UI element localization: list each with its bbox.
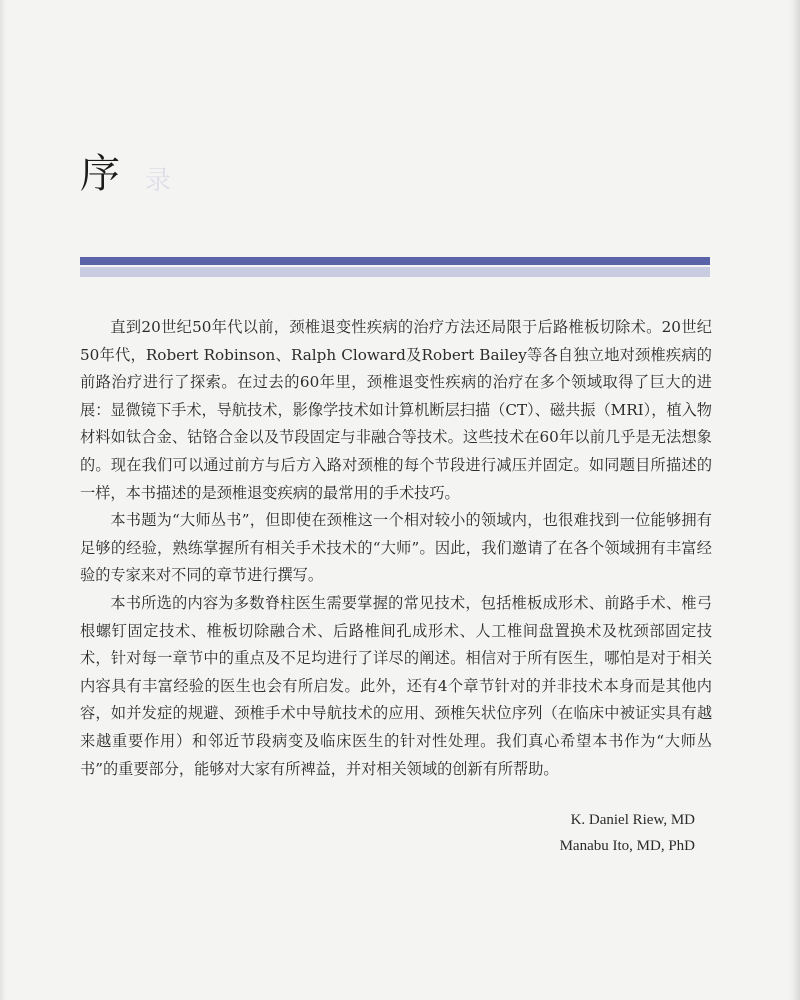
page-edge-shadow-right <box>788 0 800 1000</box>
title-divider-dark-band <box>80 257 710 265</box>
paragraph-2: 本书题为“大师丛书”，但即使在颈椎这一个相对较小的领域内，也很难找到一位能够拥有足够的经验，熟练掌握所有相关手术技术的“大师”。因此，我们邀请了在各个领域拥有丰富经验的专家来对不同的章节进行撰写。 <box>80 511 712 585</box>
title-divider-light-band <box>80 267 710 277</box>
page-title: 序 <box>80 151 122 197</box>
preface-body <box>80 314 712 783</box>
bleed-through-text: 录 <box>145 166 172 196</box>
title-divider <box>80 257 710 277</box>
author-signature-1: K. Daniel Riew, MD <box>570 812 695 828</box>
page-edge-shadow-left <box>0 0 6 1000</box>
paragraph-1: 直到20世纪50年代以前，颈椎退变性疾病的治疗方法还局限于后路椎板切除术。20世纪50年代，Robert Robinson、Ralph Cloward及Robert Bailey等各自独立地对颈椎疾病的前路治疗进行了探索。在过去的60年里，颈椎退变性疾病的治疗在多个领域取得了巨大的进展：显微镜下手术，导航技术，影像学技术如计算机断层扫描（CT）、磁共振（MRI），植入物材料如钛合金、钴铬合金以及节段固定与非融合等技术。这些技术在60年以前几乎是无法想象的。现在我们可以通过前方与后方入路对颈椎的每个节段进行减压并固定。如同题目所描述的一样，本书描述的是颈椎退变疾病的最常用的手术技巧。 <box>80 318 712 502</box>
author-signature-2: Manabu Ito, MD, PhD <box>559 838 695 854</box>
paragraph-3: 本书所选的内容为多数脊柱医生需要掌握的常见技术，包括椎板成形术、前路手术、椎弓根螺钉固定技术、椎板切除融合术、后路椎间孔成形术、人工椎间盘置换术及枕颈部固定技术，针对每一章节中的重点及不足均进行了详尽的阐述。相信对于所有医生，哪怕是对于相关内容具有丰富经验的医生也会有所启发。此外，还有4个章节针对的并非技术本身而是其他内容，如并发症的规避、颈椎手术中导航技术的应用、颈椎矢状位序列（在临床中被证实具有越来越重要作用）和邻近节段病变及临床医生的针对性处理。我们真心希望本书作为“大师丛书”的重要部分，能够对大家有所裨益，并对相关领域的创新有所帮助。 <box>80 593 712 778</box>
